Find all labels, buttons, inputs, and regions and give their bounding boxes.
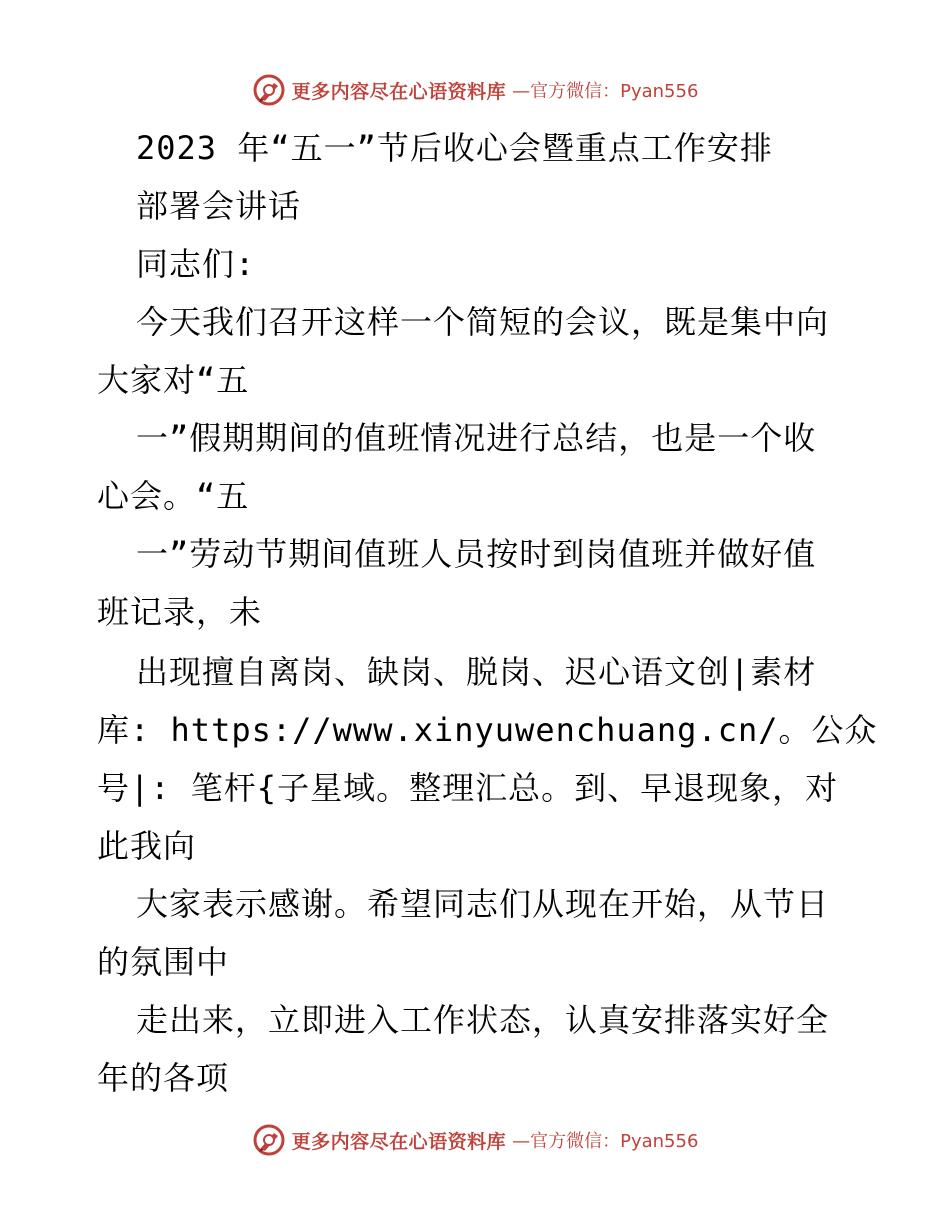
paragraph-line: 一”假期期间的值班情况进行总结，也是一个收 xyxy=(136,419,817,457)
salutation: 同志们: xyxy=(136,245,256,283)
paragraph-line: 此我向 xyxy=(97,827,197,865)
paragraph-line: 出现擅自离岗、缺岗、脱岗、迟心语文创|素材 xyxy=(136,653,817,691)
paragraph-line: 大家表示感谢。希望同志们从现在开始，从节日 xyxy=(136,885,830,923)
pen-logo-icon xyxy=(252,73,286,107)
paragraph-line: 心会。“五 xyxy=(97,477,250,515)
pen-logo-icon xyxy=(252,1123,286,1157)
document-title-line-1: 2023 年“五一”节后收心会暨重点工作安排 xyxy=(136,129,773,167)
header-wechat-text: —官方微信：Pyan556 xyxy=(512,81,699,102)
paragraph-line: 一”劳动节期间值班人员按时到岗值班并做好值 xyxy=(136,535,817,573)
footer-wechat-text: —官方微信：Pyan556 xyxy=(512,1131,699,1152)
paragraph-line: 库: https://www.xinyuwenchuang.cn/。公众 xyxy=(97,711,878,749)
document-title-line-2: 部署会讲话 xyxy=(136,187,302,225)
paragraph-line: 号|: 笔杆{子星域。整理汇总。到、早退现象，对 xyxy=(97,769,839,807)
header-site-text: 更多内容尽在心语资料库 xyxy=(291,80,507,103)
paragraph-line: 走出来，立即进入工作状态，认真安排落实好全 xyxy=(136,1001,830,1039)
footer-site-text: 更多内容尽在心语资料库 xyxy=(291,1130,507,1153)
paragraph-line: 今天我们召开这样一个简短的会议，既是集中向 xyxy=(136,303,830,341)
paragraph-line: 大家对“五 xyxy=(97,361,250,399)
paragraph-line: 的氛围中 xyxy=(97,943,230,981)
footer-watermark-banner xyxy=(0,1120,950,1160)
paragraph-line: 年的各项 xyxy=(97,1059,230,1097)
paragraph-line: 班记录，未 xyxy=(97,593,263,631)
header-watermark-banner xyxy=(0,70,950,110)
